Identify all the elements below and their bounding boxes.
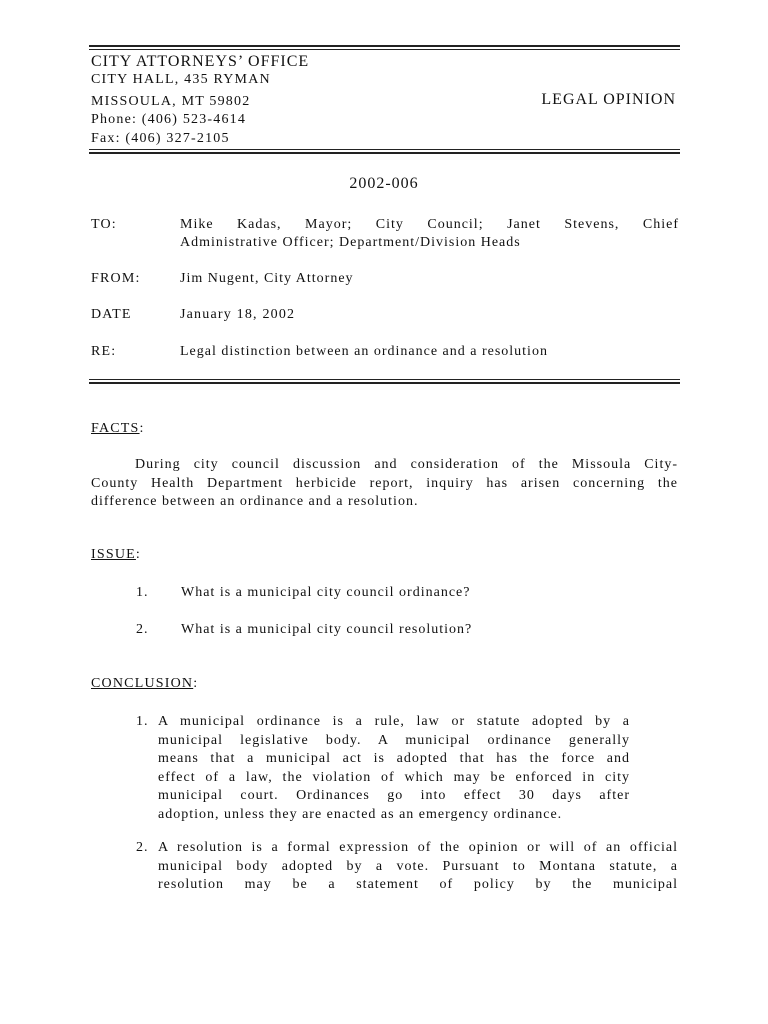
date-label: DATE — [91, 307, 132, 322]
conclusion-item-2-number: 2. — [136, 840, 149, 855]
issue-item-1-number: 1. — [136, 585, 149, 600]
from-label: FROM: — [91, 271, 141, 286]
office-address-2: MISSOULA, MT 59802 — [91, 94, 251, 109]
issue-heading-colon: : — [135, 547, 141, 562]
conclusion-heading — [91, 675, 198, 693]
conclusion-item-1-number: 1. — [136, 714, 149, 729]
conclusion-1-line-3: means that a municipal act is adopted that has the force and — [158, 751, 630, 767]
header-bottom-rule-thin — [89, 149, 680, 150]
to-line-1: Mike Kadas, Mayor; City Council; Janet Stevens, Chief — [180, 217, 679, 232]
facts-heading-text: FACTS — [91, 421, 140, 436]
issue-item-2-number: 2. — [136, 622, 149, 637]
office-fax: Fax: (406) 327-2105 — [91, 131, 230, 146]
top-rule — [89, 45, 680, 47]
conclusion-item-2-text — [158, 839, 678, 895]
office-name: CITY ATTORNEYS’ OFFICE — [91, 53, 310, 70]
to-line-2: Administrative Officer; Department/Division Heads — [180, 235, 521, 250]
facts-heading-colon: : — [139, 421, 145, 436]
office-phone: Phone: (406) 523-4614 — [91, 112, 247, 127]
conclusion-1-line-2: municipal legislative body. A municipal ordinance generally — [158, 732, 630, 748]
date-value: January 18, 2002 — [180, 307, 296, 322]
facts-line-1: During city council discussion and consideration of the Missoula City- — [135, 457, 678, 472]
re-value: Legal distinction between an ordinance and a resolution — [180, 344, 548, 359]
issue-item-2-text: What is a municipal city council resolution? — [181, 622, 473, 637]
facts-line-3: difference between an ordinance and a resolution. — [91, 494, 419, 510]
document-type: LEGAL OPINION — [541, 91, 676, 108]
conclusion-item-1-text — [158, 713, 630, 825]
conclusion-1-line-1: A municipal ordinance is a rule, law or statute adopted by a — [158, 714, 630, 729]
conclusion-heading-colon: : — [193, 676, 199, 691]
conclusion-1-line-4: effect of a law, the violation of which may be enforced in city — [158, 769, 630, 785]
issue-item-1-text: What is a municipal city council ordinance? — [181, 585, 471, 600]
to-label: TO: — [91, 217, 117, 232]
conclusion-2-line-1: A resolution is a formal expression of the opinion or will of an official — [158, 840, 678, 855]
facts-line-2: County Health Department herbicide report, inquiry has arisen concerning the — [91, 475, 678, 491]
opinion-number: 2002-006 — [349, 175, 419, 192]
conclusion-2-line-2: municipal body adopted by a vote. Pursuant to Montana statute, a — [158, 858, 678, 874]
conclusion-2-line-3: resolution may be a statement of policy by the municipal — [158, 877, 678, 893]
memo-rule-thin — [89, 379, 680, 380]
conclusion-1-line-5: municipal court. Ordinances go into effect 30 days after — [158, 788, 630, 804]
top-rule-thin — [89, 49, 680, 50]
facts-paragraph — [91, 456, 678, 512]
conclusion-heading-text: CONCLUSION — [91, 676, 194, 691]
issue-heading-text: ISSUE — [91, 547, 136, 562]
facts-heading — [91, 420, 145, 438]
office-address-1: CITY HALL, 435 RYMAN — [91, 72, 271, 87]
header-bottom-rule — [89, 152, 680, 154]
from-value: Jim Nugent, City Attorney — [180, 271, 354, 286]
memo-rule — [89, 382, 680, 384]
issue-heading — [91, 546, 141, 564]
conclusion-1-line-6: adoption, unless they are enacted as an emergency ordinance. — [158, 806, 563, 822]
re-label: RE: — [91, 344, 117, 359]
